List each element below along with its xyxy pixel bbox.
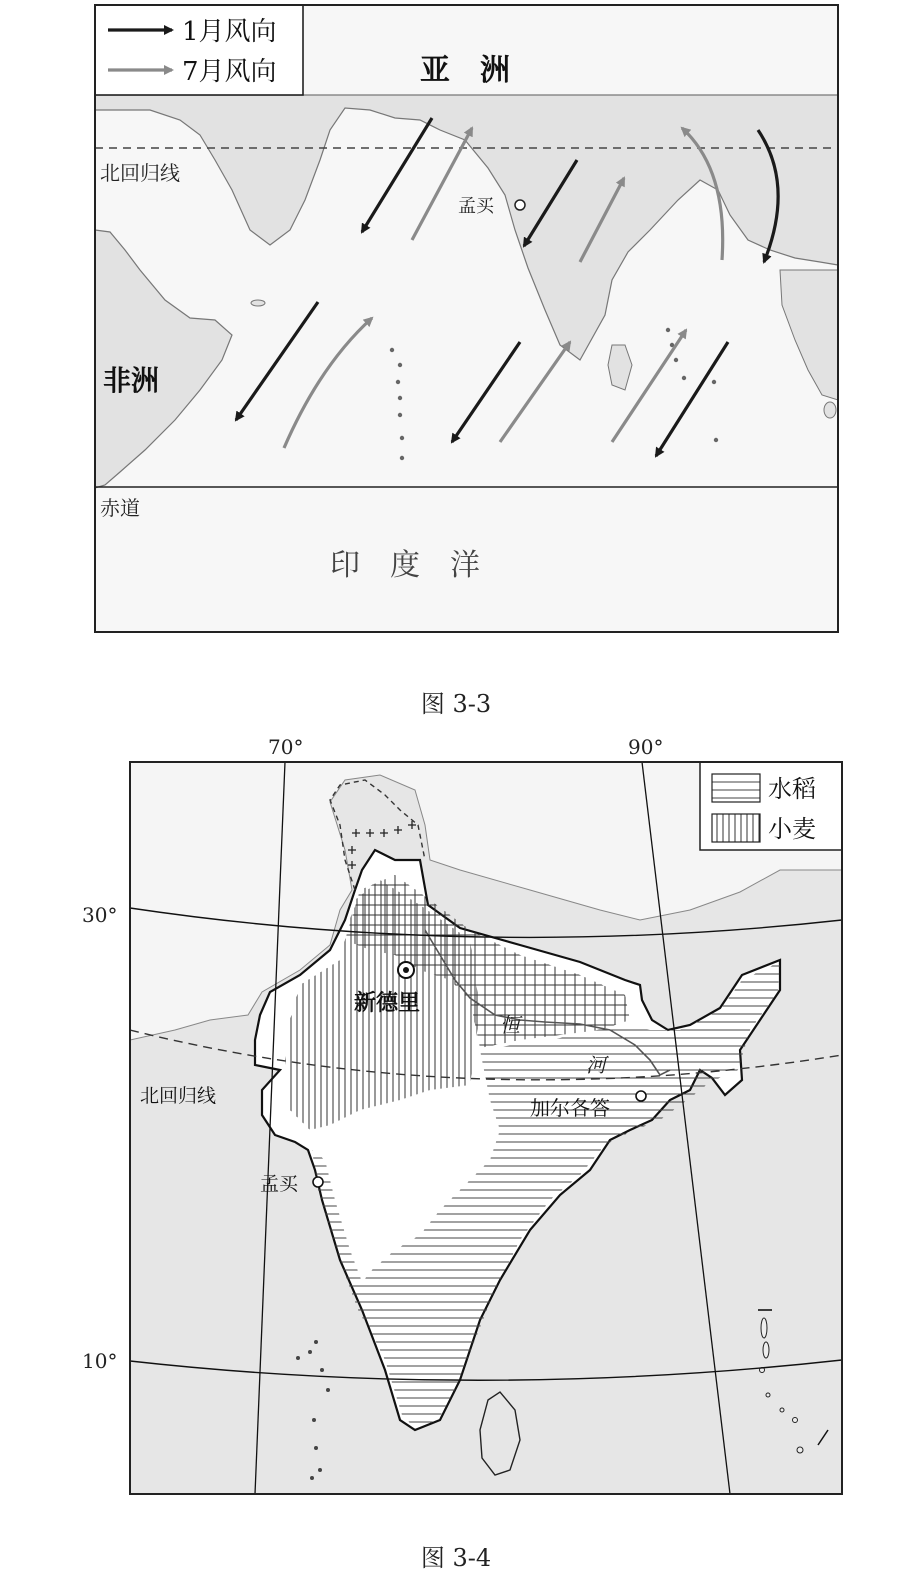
tropic-label: 北回归线	[100, 161, 180, 185]
longitude-70-label: 70°	[268, 735, 304, 759]
asia-label: 亚 洲	[420, 53, 510, 88]
kolkata-label: 加尔各答	[530, 1096, 610, 1120]
mumbai-marker	[313, 1177, 323, 1187]
figure-3-4-map	[0, 730, 912, 1530]
new-delhi-label: 新德里	[354, 991, 421, 1016]
mumbai-label: 孟买	[458, 196, 494, 217]
kolkata-marker	[636, 1091, 646, 1101]
equator-label: 赤道	[100, 496, 140, 520]
longitude-90-label: 90°	[628, 735, 664, 759]
indian-ocean-label: 印 度 洋	[330, 548, 480, 583]
rice-legend-swatch	[712, 774, 760, 802]
latitude-30-label: 30°	[82, 903, 118, 927]
wheat-legend-label: 小麦	[768, 815, 816, 843]
tropic-label: 北回归线	[140, 1085, 217, 1107]
legend-jan-label: 1月风向	[182, 17, 277, 47]
wheat-legend-swatch	[712, 814, 760, 842]
africa-label: 非洲	[103, 364, 160, 397]
mumbai-label: 孟买	[260, 1173, 299, 1195]
figure-3-4-caption: 图 3-4	[420, 1544, 492, 1572]
legend-jul-label: 7月风向	[182, 57, 277, 87]
small-island	[824, 402, 836, 418]
ganges-label-1: 恒	[500, 1013, 520, 1037]
mumbai-city-marker	[515, 200, 525, 210]
figure-3-3-caption: 图 3-3	[420, 690, 492, 718]
ganges-label-2: 河	[586, 1053, 606, 1077]
new-delhi-marker-dot	[403, 967, 409, 973]
rice-legend-label: 水稻	[768, 775, 816, 803]
figure-3-3-map	[0, 0, 912, 650]
small-island	[251, 300, 265, 306]
wind-legend	[95, 5, 303, 95]
crop-legend	[700, 762, 842, 850]
latitude-10-label: 10°	[82, 1349, 118, 1373]
